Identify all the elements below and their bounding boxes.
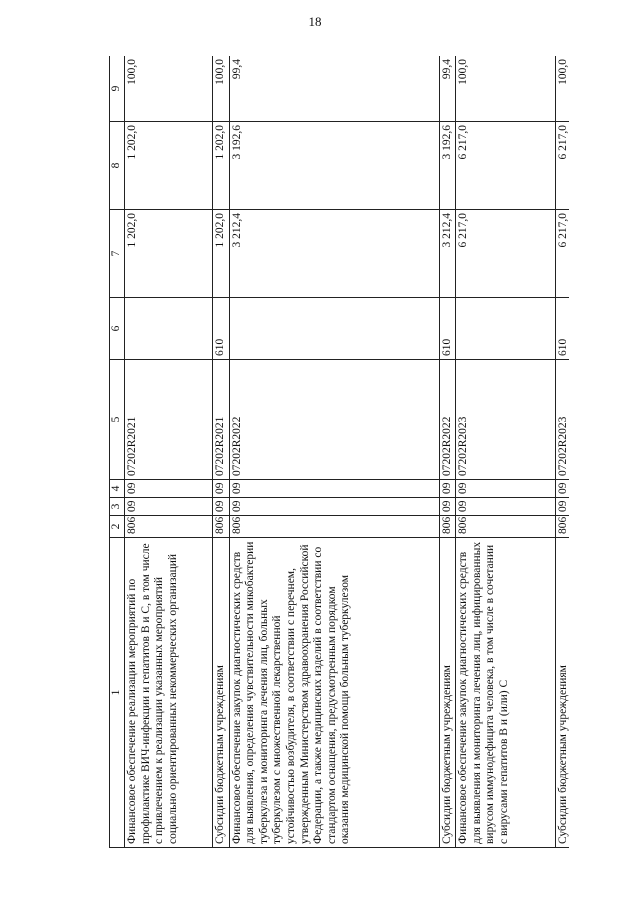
cell-expense-type: 610 [556, 298, 569, 360]
cell-actual: 6 217,0 [456, 122, 556, 210]
cell-target-code: 07202R2021 [125, 360, 213, 480]
cell-plan: 1 202,0 [213, 210, 230, 298]
table-row [456, 56, 556, 848]
cell-percent: 100,0 [556, 56, 569, 122]
cell-actual: 1 202,0 [125, 122, 213, 210]
cell-subsection: 09 [213, 480, 230, 498]
row-name: Субсидии бюджетным учреждениям [556, 538, 569, 848]
budget-table [109, 56, 569, 848]
cell-ministry: 806 [213, 516, 230, 538]
cell-section: 09 [456, 498, 556, 516]
cell-expense-type: 610 [213, 298, 230, 360]
cell-plan: 6 217,0 [556, 210, 569, 298]
row-name: Финансовое обеспечение закупок диагностических средств для выявления и мониторинга лечения лиц, инфицированных вирусом иммунодефицита человека, в том числе в сочетании с вирусами гепатитов В и (или) С [456, 538, 556, 848]
row-name: Финансовое обеспечение закупок диагностических средств для выявления, определения чувствительности микобактерии туберкулеза и мониторинга лечения лиц, больных туберкулезом с множественной лекарственной устойчивостью возбудителя, в соответствии с перечнем, утвержденным Министерством здравоохранения Российской Федерации, а также медицинских изделий в соответствии со стандартом оснащения, предусмотренным порядком оказания медицинской помощи больным туберкулезом [229, 538, 439, 848]
cell-actual: 3 192,6 [439, 122, 456, 210]
cell-section: 09 [556, 498, 569, 516]
header-cell-8: 8 [110, 122, 125, 210]
cell-ministry: 806 [229, 516, 439, 538]
table-row [229, 56, 439, 848]
header-cell-3: 3 [110, 498, 125, 516]
table-row [125, 56, 213, 848]
table-row [556, 56, 569, 848]
cell-subsection: 09 [456, 480, 556, 498]
rotated-table-container [109, 56, 569, 848]
cell-expense-type: 610 [439, 298, 456, 360]
header-cell-4: 4 [110, 480, 125, 498]
header-cell-9: 9 [110, 56, 125, 122]
cell-section: 09 [439, 498, 456, 516]
cell-section: 09 [213, 498, 230, 516]
cell-subsection: 09 [125, 480, 213, 498]
cell-subsection: 09 [229, 480, 439, 498]
header-cell-7: 7 [110, 210, 125, 298]
cell-plan: 3 212,4 [439, 210, 456, 298]
header-cell-2: 2 [110, 516, 125, 538]
cell-target-code: 07202R2021 [213, 360, 230, 480]
table-row [213, 56, 230, 848]
row-name: Субсидии бюджетным учреждениям [439, 538, 456, 848]
cell-percent: 99,4 [229, 56, 439, 122]
cell-target-code: 07202R2023 [456, 360, 556, 480]
cell-expense-type [125, 298, 213, 360]
page-number: 18 [308, 14, 322, 29]
cell-actual: 3 192,6 [229, 122, 439, 210]
cell-percent: 99,4 [439, 56, 456, 122]
row-name: Субсидии бюджетным учреждениям [213, 538, 230, 848]
cell-plan: 6 217,0 [456, 210, 556, 298]
cell-plan: 3 212,4 [229, 210, 439, 298]
header-cell-1: 1 [110, 538, 125, 848]
cell-percent: 100,0 [456, 56, 556, 122]
cell-percent: 100,0 [125, 56, 213, 122]
cell-target-code: 07202R2022 [229, 360, 439, 480]
cell-target-code: 07202R2022 [439, 360, 456, 480]
cell-ministry: 806 [456, 516, 556, 538]
rotated-table-frame [109, 56, 569, 848]
cell-subsection: 09 [556, 480, 569, 498]
cell-section: 09 [125, 498, 213, 516]
header-row [110, 56, 125, 848]
cell-ministry: 806 [556, 516, 569, 538]
cell-percent: 100,0 [213, 56, 230, 122]
cell-ministry: 806 [439, 516, 456, 538]
cell-target-code: 07202R2023 [556, 360, 569, 480]
cell-ministry: 806 [125, 516, 213, 538]
cell-actual: 1 202,0 [213, 122, 230, 210]
table-row [439, 56, 456, 848]
header-cell-5: 5 [110, 360, 125, 480]
cell-expense-type [229, 298, 439, 360]
cell-section: 09 [229, 498, 439, 516]
cell-actual: 6 217,0 [556, 122, 569, 210]
cell-subsection: 09 [439, 480, 456, 498]
row-name: Финансовое обеспечение реализации мероприятий по профилактике ВИЧ-инфекции и гепатитов В и С, в том числе с привлечением к реализации указанных мероприятий социально ориентированных некоммерческих организаций [125, 538, 213, 848]
header-cell-6: 6 [110, 298, 125, 360]
cell-expense-type [456, 298, 556, 360]
cell-plan: 1 202,0 [125, 210, 213, 298]
